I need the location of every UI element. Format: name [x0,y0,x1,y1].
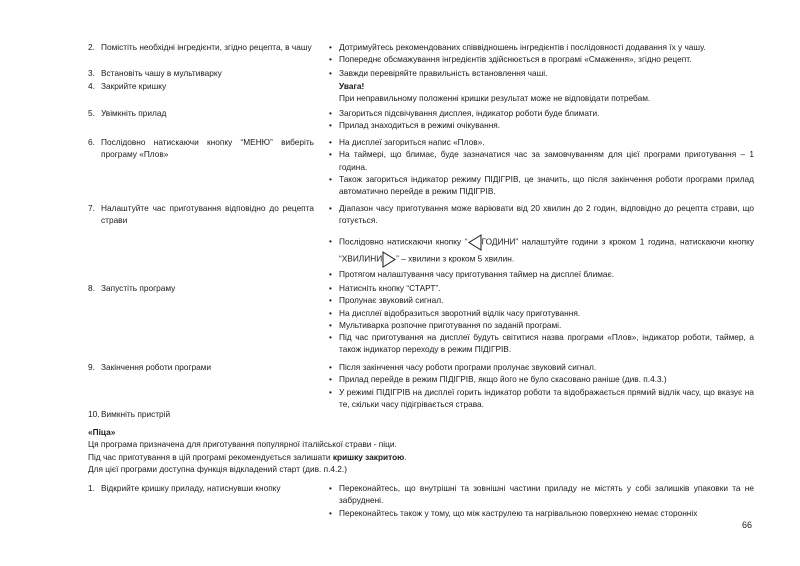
step-note: • Пролунає звуковий сигнал. [329,294,754,306]
page-number: 66 [742,520,753,530]
step-number: 9. [88,362,95,372]
step-note: • Після закінчення часу роботи програми пролунає звуковий сигнал. [329,361,754,373]
step-text: Відкрийте кришку приладу, натиснувши кнопку [101,483,281,493]
step-note: • На таймері, що блимає, буде зазначатися час за замовчуванням для цієї програми приготування – 1 година. [329,148,754,173]
step-number: 5. [88,108,95,118]
step-text: Закінчення роботи програми [101,362,212,372]
step-number: 6. [88,137,95,147]
line-text: Під час приготування в цій програмі рекомендується залишати [88,451,333,462]
step-note: • Прилад знаходиться в режимі очікування. [329,119,754,131]
step-number: 7. [88,203,95,213]
warning-title: Увага! [339,81,365,91]
step-text: Закрийте кришку [101,81,167,91]
step-note: • У режимі ПІДІГРІВ на дисплеї горить індикатор роботи та відображається прямий відлік часу, що вказує на те, скільки часу підігрівається страва. [329,386,754,411]
section-line: Для цієї програми доступна функція відкладений старт (див. п.4.2.) [88,463,347,474]
step-note: • На дисплеї загориться напис «Плов». [329,136,754,148]
step-text: Запустіть програму [101,283,176,293]
step-note-buttons [329,234,754,268]
step-note: • Протягом налаштування часу приготування таймер на дисплеї блимає. [329,268,754,280]
note-part: Послідовно натискаючи кнопку “ [339,236,468,247]
step-number: 2. [88,42,95,52]
step-text: Послідовно натискаючи кнопку “МЕНЮ” виберіть програму «Плов» [101,137,314,160]
note-part: ” – хвилини з кроком 5 хвилин. [396,253,515,264]
step-note: • Переконайтесь також у тому, що між каструлею та нагрівальною поверхнею немає сторонніх [329,507,754,519]
note-part: ГОДИНИ” налаштуйте години з кроком 1 година, натискаючи кнопку “ХВИЛИНИ [339,236,754,264]
step-text: Налаштуйте час приготування відповідно до рецепта страви [101,203,314,226]
step-note: • Натисніть кнопку “СТАРТ”. [329,282,754,294]
step-number: 3. [88,68,95,78]
step-note: • Загориться підсвічування дисплея, індикатор роботи буде блимати. [329,107,754,119]
line-text: . [404,451,407,462]
section-line: Ця програма призначена для приготування популярної італійської страви - піци. [88,439,397,450]
step-note: • Прилад перейде в режим ПІДІГРІВ, якщо його не було скасовано раніше (див. п.4.3.) [329,373,754,385]
section-line [88,451,748,463]
line-bold-text: кришку закритою [332,451,405,462]
step-note: • Дотримуйтесь рекомендованих співвідношень інгредієнтів і послідовності додавання їх у чашу. [329,41,754,53]
step-note: • На дисплеї відобразиться зворотний відлік часу приготування. [329,307,754,319]
minute-triangle-icon [382,251,396,268]
hour-triangle-icon [468,234,482,251]
step-number: 10. [88,409,100,419]
step-text: Помістіть необхідні інгредієнти, згідно рецепта, в чашу [101,42,312,52]
step-note: • Попереднє обсмажування інгредієнтів здійснюється в програмі «Смаження», згідно рецепт. [329,53,754,65]
step-text: Вимкніть пристрій [101,409,171,419]
step-number: 8. [88,283,95,293]
step-note: • Мультиварка розпочне приготування по заданій програмі. [329,319,754,331]
step-number: 4. [88,81,95,91]
step-note: • Під час приготування на дисплеї будуть світитися назва програми «Плов», індикатор роботи, таймер, а також індикатор переходу в режим ПІДІГРІВ. [329,331,754,356]
step-number: 1. [88,483,95,493]
step-note: • Завжди перевіряйте правильність встановлення чаші. [329,67,754,79]
step-text: Увімкніть прилад [101,108,167,118]
pizza-section [88,426,748,475]
step-note: • Переконайтесь, що внутрішні та зовнішні частини приладу не містять у собі залишків упаковки та не забруднені. [329,482,754,507]
step-note: • Діапазон часу приготування може варіювати від 20 хвилин до 2 годин, відповідно до рецепта страви, що готується. [329,202,754,227]
section-title: «Піца» [88,427,116,437]
step-text: Встановіть чашу в мультиварку [101,68,222,78]
warning-text: При неправильному положенні кришки результат може не відповідати потребам. [339,93,651,104]
step-note: • Також загориться індикатор режиму ПІДІГРІВ, це значить, що після закінчення роботи програми прилад автоматично перейде в режим ПІДІГРІВ. [329,173,754,198]
